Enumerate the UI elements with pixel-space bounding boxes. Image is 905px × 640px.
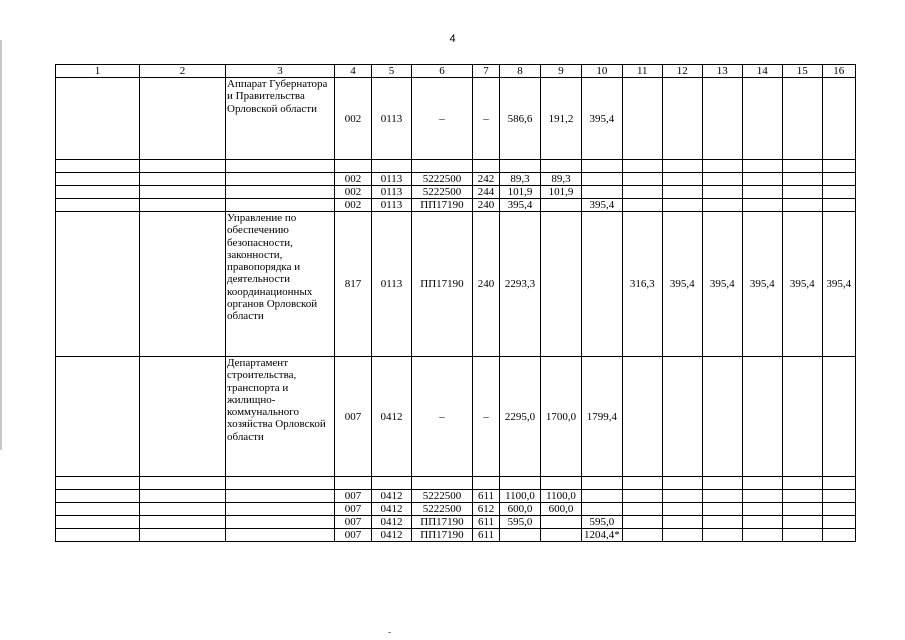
table-cell: 600,0 (500, 503, 541, 516)
table-cell (56, 490, 140, 503)
table-cell (662, 503, 702, 516)
table-cell (822, 160, 855, 173)
table-cell (822, 78, 855, 160)
scan-artifact (388, 632, 391, 633)
table-cell (782, 529, 822, 542)
table-cell (822, 186, 855, 199)
table-cell (582, 173, 623, 186)
table-cell (822, 503, 855, 516)
table-cell: 395,4 (782, 212, 822, 357)
table-cell (702, 160, 742, 173)
table-row (56, 173, 856, 186)
table-cell (56, 477, 140, 490)
table-cell: – (412, 78, 473, 160)
table-cell (662, 516, 702, 529)
table-cell: 395,4 (582, 78, 623, 160)
table-cell: 600,0 (541, 503, 582, 516)
table-cell (782, 357, 822, 477)
table-cell (140, 160, 226, 173)
table-cell (782, 516, 822, 529)
table-cell (662, 199, 702, 212)
column-header: 12 (662, 65, 702, 78)
table-cell (702, 78, 742, 160)
table-cell (541, 160, 582, 173)
table-cell (702, 173, 742, 186)
table-cell: 0412 (372, 529, 412, 542)
column-header: 5 (372, 65, 412, 78)
table-cell: 395,4 (662, 212, 702, 357)
table-cell (702, 357, 742, 477)
table-cell (56, 212, 140, 357)
column-header: 13 (702, 65, 742, 78)
table-cell (56, 173, 140, 186)
table-cell: 242 (473, 173, 500, 186)
table-cell (742, 78, 782, 160)
table-cell (662, 173, 702, 186)
table-cell (541, 212, 582, 357)
table-cell (702, 529, 742, 542)
table-cell (56, 503, 140, 516)
table-cell (702, 199, 742, 212)
table-cell (582, 186, 623, 199)
table-cell: 612 (473, 503, 500, 516)
table-cell (742, 477, 782, 490)
organization-name-cell (226, 199, 335, 212)
organization-name-cell (226, 529, 335, 542)
table-cell (582, 490, 623, 503)
table-row (56, 477, 856, 490)
table-cell (140, 516, 226, 529)
table-cell (742, 186, 782, 199)
table-row (56, 78, 856, 160)
table-cell (140, 503, 226, 516)
table-cell (541, 529, 582, 542)
table-cell: 002 (335, 78, 372, 160)
table-cell (56, 160, 140, 173)
table-cell (582, 477, 623, 490)
table-cell: 395,4 (822, 212, 855, 357)
table-cell (56, 516, 140, 529)
table-cell: 002 (335, 186, 372, 199)
table-cell: 0113 (372, 199, 412, 212)
table-cell (702, 477, 742, 490)
table-cell (140, 529, 226, 542)
table-cell (541, 516, 582, 529)
table-cell (140, 477, 226, 490)
table-cell (582, 212, 623, 357)
table-cell (541, 199, 582, 212)
table-cell: 611 (473, 490, 500, 503)
table-cell (662, 357, 702, 477)
table-cell (473, 477, 500, 490)
table-row (56, 199, 856, 212)
table-cell (782, 173, 822, 186)
table-cell (742, 503, 782, 516)
table-cell (702, 186, 742, 199)
table-cell (702, 490, 742, 503)
table-cell: 817 (335, 212, 372, 357)
table-cell (140, 173, 226, 186)
table-cell (412, 477, 473, 490)
table-cell: 395,4 (500, 199, 541, 212)
table-cell: 395,4 (582, 199, 623, 212)
table-cell (622, 173, 662, 186)
organization-name-cell: Департамент строительства, транспорта и жилищно-коммунального хозяйства Орловской области (226, 357, 335, 477)
table-cell: 007 (335, 529, 372, 542)
table-cell (140, 78, 226, 160)
table-cell: 101,9 (500, 186, 541, 199)
table-cell (582, 503, 623, 516)
column-header: 15 (782, 65, 822, 78)
column-header: 11 (622, 65, 662, 78)
table-row (56, 529, 856, 542)
table-cell (742, 516, 782, 529)
table-row (56, 357, 856, 477)
table-cell: 0412 (372, 357, 412, 477)
table-cell (412, 160, 473, 173)
table-cell: 0113 (372, 186, 412, 199)
column-header: 2 (140, 65, 226, 78)
table-cell (140, 357, 226, 477)
table-cell: 007 (335, 357, 372, 477)
table-cell: ПП17190 (412, 199, 473, 212)
table-cell (782, 490, 822, 503)
table-cell (702, 503, 742, 516)
organization-name-cell: Управление по обеспечению безопасности, законности, правопорядка и деятельности координационных органов Орловской области (226, 212, 335, 357)
column-header: 6 (412, 65, 473, 78)
column-header: 8 (500, 65, 541, 78)
table-cell: 5222500 (412, 503, 473, 516)
table-cell: 007 (335, 490, 372, 503)
table-cell: 586,6 (500, 78, 541, 160)
table-cell (822, 357, 855, 477)
table-row (56, 186, 856, 199)
table-cell (662, 186, 702, 199)
table-cell: 595,0 (500, 516, 541, 529)
table-row (56, 212, 856, 357)
table-cell: – (412, 357, 473, 477)
column-header: 7 (473, 65, 500, 78)
table-cell: 2293,3 (500, 212, 541, 357)
organization-name-cell (226, 186, 335, 199)
table-cell (56, 186, 140, 199)
table-cell (140, 199, 226, 212)
table-cell (822, 529, 855, 542)
table-cell: 007 (335, 503, 372, 516)
table-cell (662, 477, 702, 490)
organization-name-cell: Аппарат Губернатора и Правительства Орловской области (226, 78, 335, 160)
table-cell (500, 529, 541, 542)
table-row (56, 516, 856, 529)
table-cell: 1100,0 (500, 490, 541, 503)
table-cell (473, 160, 500, 173)
table-cell (622, 186, 662, 199)
table-cell (372, 160, 412, 173)
table-cell (662, 78, 702, 160)
table-cell (662, 160, 702, 173)
table-cell (662, 490, 702, 503)
table-cell (622, 160, 662, 173)
table-cell: 0412 (372, 490, 412, 503)
page-number: 4 (449, 33, 456, 45)
table-cell (541, 477, 582, 490)
table-cell (742, 529, 782, 542)
table-cell: 0412 (372, 516, 412, 529)
table-cell (335, 160, 372, 173)
table-cell: 0412 (372, 503, 412, 516)
table-cell (56, 199, 140, 212)
table-cell: 002 (335, 173, 372, 186)
table-cell: 240 (473, 199, 500, 212)
table-cell (582, 160, 623, 173)
organization-name-cell (226, 516, 335, 529)
table-cell: 611 (473, 516, 500, 529)
table-row (56, 160, 856, 173)
table-cell: 595,0 (582, 516, 623, 529)
table-cell: 611 (473, 529, 500, 542)
budget-table (55, 64, 856, 542)
table-cell (622, 490, 662, 503)
table-cell (822, 173, 855, 186)
column-header: 10 (582, 65, 623, 78)
table-cell: 101,9 (541, 186, 582, 199)
table-cell (622, 529, 662, 542)
table-cell (56, 78, 140, 160)
table-cell: 191,2 (541, 78, 582, 160)
table-cell (822, 199, 855, 212)
header-row (56, 65, 856, 78)
table-cell (742, 173, 782, 186)
column-header: 3 (226, 65, 335, 78)
table-cell (622, 503, 662, 516)
table-cell (822, 490, 855, 503)
organization-name-cell (226, 490, 335, 503)
table-cell: 1100,0 (541, 490, 582, 503)
column-header: 16 (822, 65, 855, 78)
table-cell: 002 (335, 199, 372, 212)
table-cell (662, 529, 702, 542)
table-cell: 1204,4* (582, 529, 623, 542)
table-cell: – (473, 78, 500, 160)
table-cell: 5222500 (412, 490, 473, 503)
table-cell (822, 516, 855, 529)
table-cell (335, 477, 372, 490)
table-cell (622, 516, 662, 529)
table-cell (56, 529, 140, 542)
column-header: 14 (742, 65, 782, 78)
organization-name-cell (226, 477, 335, 490)
table-cell: 5222500 (412, 173, 473, 186)
organization-name-cell (226, 173, 335, 186)
table-cell: 89,3 (500, 173, 541, 186)
table-cell: 0113 (372, 78, 412, 160)
table-cell: – (473, 357, 500, 477)
table-cell: 1799,4 (582, 357, 623, 477)
table-cell (702, 516, 742, 529)
table-cell (622, 477, 662, 490)
column-header: 9 (541, 65, 582, 78)
table-cell (782, 477, 822, 490)
table-cell (782, 199, 822, 212)
table-cell: 316,3 (622, 212, 662, 357)
table-cell (782, 78, 822, 160)
table-cell: 240 (473, 212, 500, 357)
table-cell (622, 199, 662, 212)
table-cell: 0113 (372, 173, 412, 186)
organization-name-cell (226, 503, 335, 516)
table-cell: 2295,0 (500, 357, 541, 477)
table-cell (782, 160, 822, 173)
table-cell (372, 477, 412, 490)
table-cell: 1700,0 (541, 357, 582, 477)
table-cell (782, 186, 822, 199)
table-cell (500, 477, 541, 490)
table-cell (742, 160, 782, 173)
table-cell: ПП17190 (412, 212, 473, 357)
table-cell (742, 490, 782, 503)
table-cell: 0113 (372, 212, 412, 357)
table-cell: 244 (473, 186, 500, 199)
table-cell: 5222500 (412, 186, 473, 199)
table-cell (822, 477, 855, 490)
table-cell (622, 78, 662, 160)
table-cell (140, 212, 226, 357)
table-cell: 007 (335, 516, 372, 529)
table-cell (782, 503, 822, 516)
table-cell (622, 357, 662, 477)
table-cell: ПП17190 (412, 516, 473, 529)
table-row (56, 503, 856, 516)
column-header: 4 (335, 65, 372, 78)
table-cell (56, 357, 140, 477)
table-cell: 395,4 (702, 212, 742, 357)
table-cell: ПП17190 (412, 529, 473, 542)
table-cell (742, 199, 782, 212)
table-row (56, 490, 856, 503)
table-cell (140, 186, 226, 199)
organization-name-cell (226, 160, 335, 173)
column-header: 1 (56, 65, 140, 78)
scan-edge-shadow (0, 40, 2, 450)
table-cell (500, 160, 541, 173)
table-cell (140, 490, 226, 503)
table-cell: 395,4 (742, 212, 782, 357)
table-cell (742, 357, 782, 477)
table-cell: 89,3 (541, 173, 582, 186)
